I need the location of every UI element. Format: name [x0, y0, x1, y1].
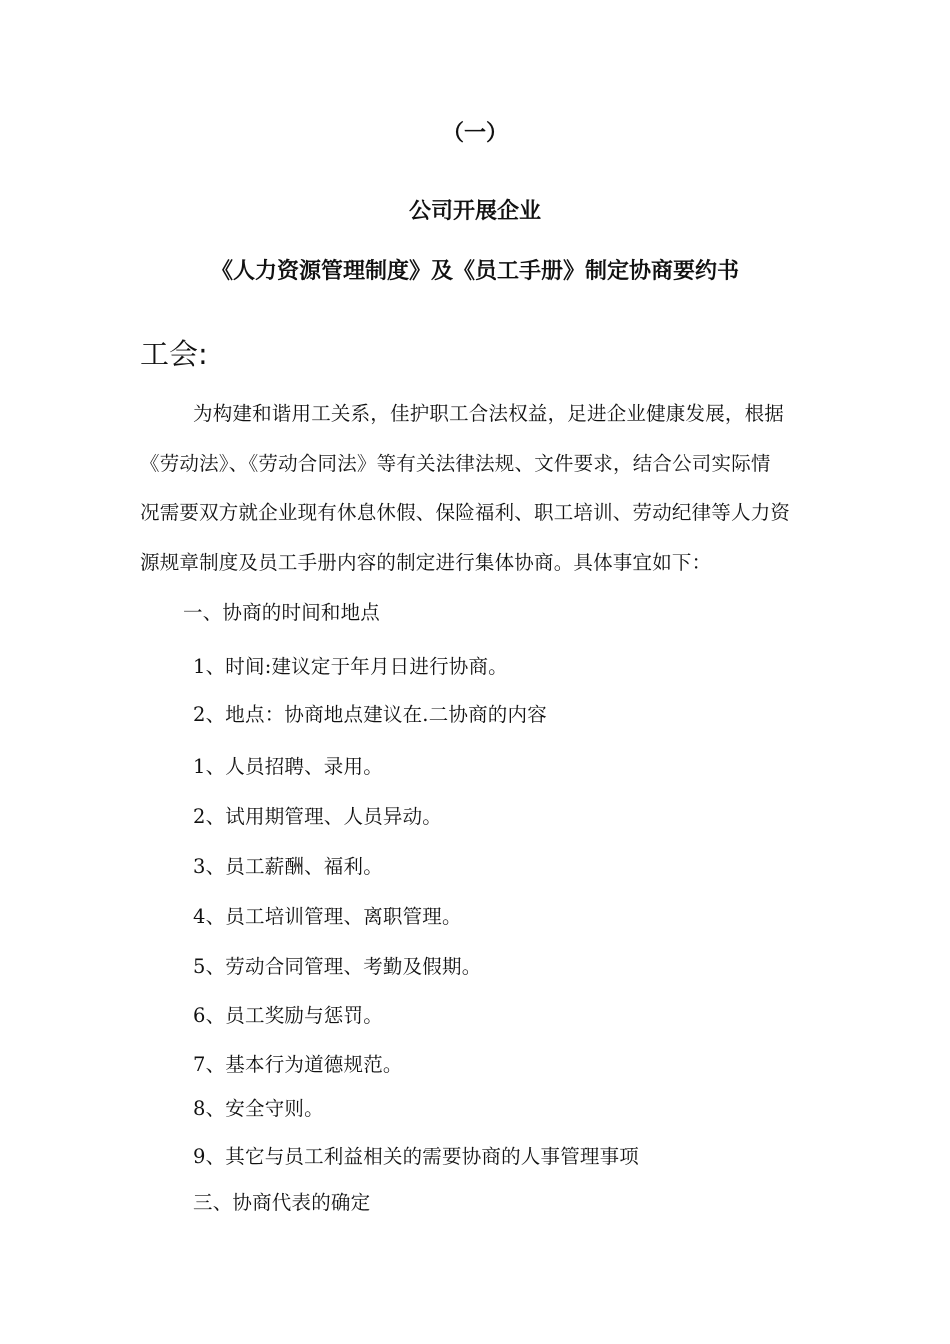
body-line-4: 源规章制度及员工手册内容的制定进行集体协商。具体事宜如下：: [140, 551, 712, 574]
salutation: 工会:: [140, 337, 208, 371]
section-3-heading: 三、协商代表的确定: [193, 1191, 371, 1214]
body-line-2: 《劳动法》、《劳动合同法》等有关法律法规、文件要求，结合公司实际情: [140, 452, 771, 475]
section-2-item-8: 8、安全守则。: [193, 1097, 324, 1120]
section-2-item-7: 7、基本行为道德规范。: [193, 1053, 403, 1076]
section-1-item-2: 2、地点：协商地点建议在.二协商的内容: [193, 703, 547, 726]
section-2-item-1: 1、人员招聘、录用。: [193, 755, 383, 778]
body-line-1: 为构建和谐用工关系，佳护职工合法权益，足进企业健康发展，根据: [193, 402, 785, 425]
section-2-item-4: 4、员工培训管理、离职管理。: [193, 905, 462, 928]
heading-number: （一）: [441, 121, 508, 146]
document-title-line-2: 《人力资源管理制度》及《员工手册》制定协商要约书: [210, 259, 739, 284]
section-1-heading: 一、协商的时间和地点: [183, 601, 381, 624]
document-title-line-1: 公司开展企业: [408, 199, 541, 224]
section-2-item-6: 6、员工奖励与惩罚。: [193, 1004, 383, 1027]
section-2-item-3: 3、员工薪酬、福利。: [193, 855, 383, 878]
section-1-item-1: 1、时间:建议定于年月日进行协商。: [193, 655, 508, 678]
section-2-item-2: 2、试用期管理、人员异动。: [193, 805, 443, 828]
body-line-3: 况需要双方就企业现有休息休假、保险福利、职工培训、劳动纪律等人力资: [140, 501, 791, 524]
section-2-item-5: 5、劳动合同管理、考勤及假期。: [193, 955, 482, 978]
section-2-item-9: 9、其它与员工利益相关的需要协商的人事管理事项: [193, 1145, 640, 1168]
